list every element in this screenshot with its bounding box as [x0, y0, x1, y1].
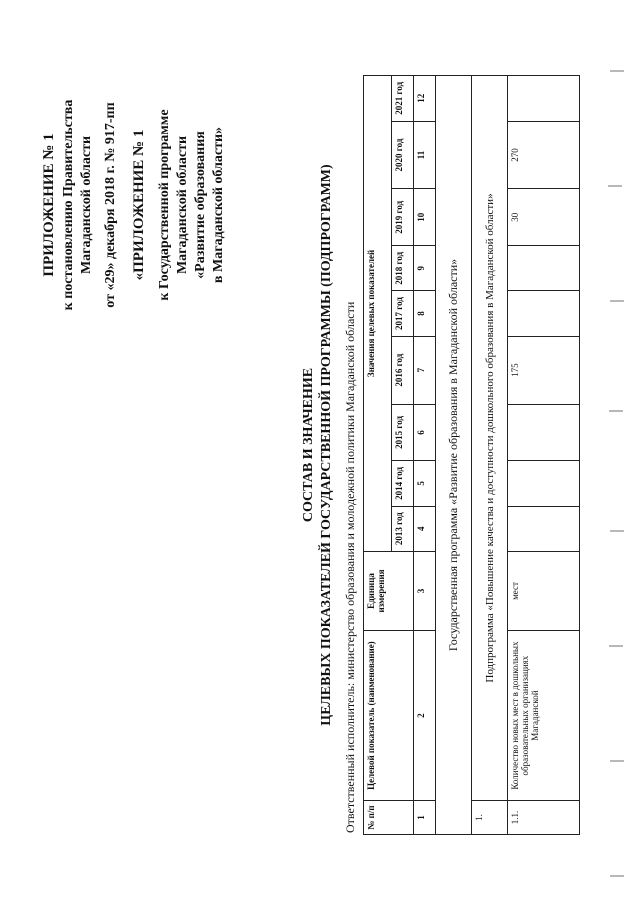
year-2019: 2019 год [392, 189, 414, 246]
scan-mark [610, 70, 624, 72]
header-num: № п/п [364, 801, 414, 835]
scan-mark [610, 300, 624, 302]
appendix-header [40, 5, 228, 405]
program-line: к Государственной программе [156, 109, 172, 301]
scan-mark [610, 760, 624, 762]
cell-2013 [508, 506, 580, 551]
decree-line: Магаданской области [78, 135, 94, 275]
scan-mark [609, 645, 623, 647]
cell-2014 [508, 461, 580, 506]
program-line: в Магаданской области» [211, 126, 227, 284]
scan-mark [610, 530, 624, 532]
col-number: 9 [414, 246, 436, 291]
scan-mark [608, 185, 622, 187]
col-number: 6 [414, 404, 436, 461]
program-line: Магаданской области [174, 135, 190, 275]
executor-line: Ответственный исполнитель: министерство образования и молодежной политики Магаданской области [343, 301, 357, 833]
cell-2021 [508, 76, 580, 122]
col-number: 8 [414, 291, 436, 336]
program-row: Государственная программа «Развитие образования в Магаданской области» [436, 76, 472, 835]
col-number: 5 [414, 461, 436, 506]
row-name: Количество новых мест в дошкольных образовательных организациях Магаданской [508, 631, 580, 801]
col-number: 4 [414, 506, 436, 551]
cell-2015 [508, 404, 580, 461]
row-num: 1.1. [508, 801, 580, 835]
year-2016: 2016 год [392, 336, 414, 404]
year-2014: 2014 год [392, 461, 414, 506]
row-unit: мест [508, 551, 580, 630]
program-line: «Развитие образования [192, 131, 208, 279]
header-values: Значения целевых показателей [364, 76, 392, 552]
col-number: 10 [414, 189, 436, 246]
decree-line: к постановлению Правительства [60, 99, 76, 311]
cell-2016: 175 [508, 336, 580, 404]
document-title [300, 85, 336, 805]
year-2018: 2018 год [392, 246, 414, 291]
year-2017: 2017 год [392, 291, 414, 336]
cell-2018 [508, 246, 580, 291]
subprogram-row: Подпрограмма «Повышение качества и доступности дошкольного образования в Магаданской области» [472, 76, 508, 801]
indicators-table [363, 75, 580, 835]
appendix2-title: «ПРИЛОЖЕНИЕ № 1 [131, 129, 148, 281]
year-2013: 2013 год [392, 506, 414, 551]
scan-mark [610, 875, 624, 877]
col-number: 12 [414, 76, 436, 122]
col-number: 1 [414, 801, 436, 835]
header-unit: Единица измерения [364, 551, 414, 630]
year-2015: 2015 год [392, 404, 414, 461]
col-number: 2 [414, 631, 436, 801]
col-number: 11 [414, 121, 436, 189]
cell-2017 [508, 291, 580, 336]
year-2020: 2020 год [392, 121, 414, 189]
appendix-title: ПРИЛОЖЕНИЕ № 1 [41, 133, 57, 277]
col-number: 7 [414, 336, 436, 404]
header-name: Целевой показатель (наименование) [364, 631, 414, 801]
decree-date: от «29» декабря 2018 г. № 917-пп [102, 102, 118, 308]
year-2021: 2021 год [392, 76, 414, 122]
cell-2019: 30 [508, 189, 580, 246]
col-number: 3 [414, 551, 436, 630]
subprogram-num: 1. [472, 801, 508, 835]
scan-mark [609, 410, 623, 412]
cell-2020: 270 [508, 121, 580, 189]
title-line2: ЦЕЛЕВЫХ ПОКАЗАТЕЛЕЙ ГОСУДАРСТВЕННОЙ ПРОГРАММЫ (ПОДПРОГРАММ) [319, 164, 335, 726]
title-line1: СОСТАВ И ЗНАЧЕНИЕ [301, 367, 316, 523]
